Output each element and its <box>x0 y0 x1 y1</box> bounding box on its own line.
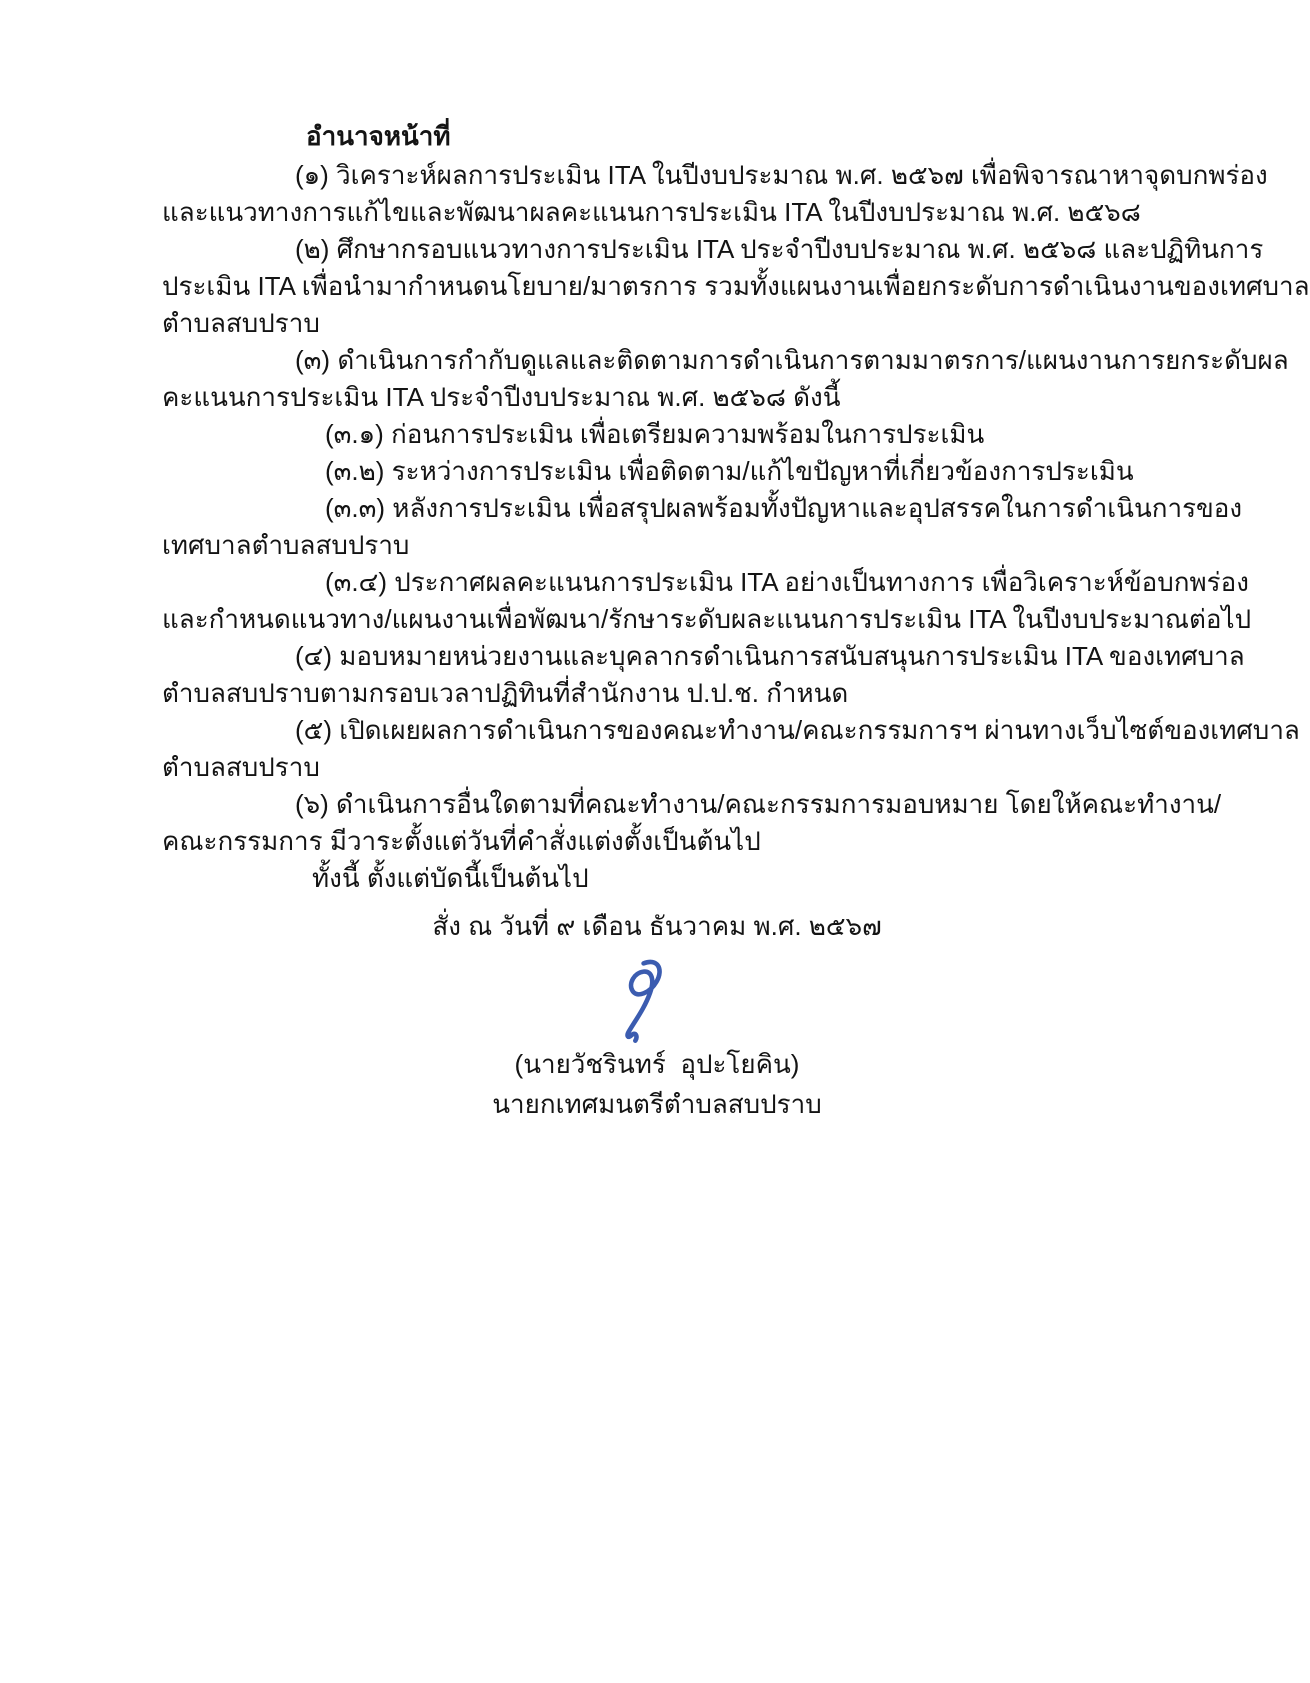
body-line: (๓.๑) ก่อนการประเมิน เพื่อเตรียมความพร้อมในการประเมิน <box>325 419 985 449</box>
body-line: ตำบลสบปราบตามกรอบเวลาปฏิทินที่สำนักงาน ป.ป.ช. กำหนด <box>162 678 849 708</box>
body-line: (๓.๔) ประกาศผลคะแนนการประเมิน ITA อย่างเป็นทางการ เพื่อวิเคราะห์ข้อบกพร่อง <box>325 567 1249 597</box>
body-line: (๕) เปิดเผยผลการดำเนินการของคณะทำงาน/คณะกรรมการฯ ผ่านทางเว็บไซต์ของเทศบาล <box>295 715 1300 745</box>
body-line: คณะกรรมการ มีวาระตั้งแต่วันที่คำสั่งแต่งตั้งเป็นต้นไป <box>162 826 761 856</box>
body-line: (๓) ดำเนินการกำกับดูแลและติดตามการดำเนินการตามมาตรการ/แผนงานการยกระดับผล <box>295 345 1289 375</box>
body-line: เทศบาลตำบลสบปราบ <box>162 530 410 560</box>
body-line: และแนวทางการแก้ไขและพัฒนาผลคะแนนการประเมิน ITA ในปีงบประมาณ พ.ศ. ๒๕๖๘ <box>162 197 1141 227</box>
signature-ink-icon <box>606 956 672 1048</box>
body-line: ประเมิน ITA เพื่อนำมากำหนดนโยบาย/มาตรการ รวมทั้งแผนงานเพื่อยกระดับการดำเนินงานของเทศบาล <box>162 271 1310 301</box>
body-line: (๔) มอบหมายหน่วยงานและบุคลากรดำเนินการสนับสนุนการประเมิน ITA ของเทศบาล <box>295 641 1245 671</box>
signer-name: (นายวัชรินทร์ อุปะโยคิน) <box>514 1049 800 1079</box>
section-title: อำนาจหน้าที่ <box>306 121 451 151</box>
body-line: คะแนนการประเมิน ITA ประจำปีงบประมาณ พ.ศ. ๒๕๖๘ ดังนี้ <box>162 382 841 412</box>
body-line: และกำหนดแนวทาง/แผนงานเพื่อพัฒนา/รักษาระดับผละแนนการประเมิน ITA ในปีงบประมาณต่อไป <box>162 604 1252 634</box>
document-body <box>162 157 1310 860</box>
body-line: (๑) วิเคราะห์ผลการประเมิน ITA ในปีงบประมาณ พ.ศ. ๒๕๖๗ เพื่อพิจารณาหาจุดบกพร่อง <box>295 160 1268 190</box>
body-line: (๖) ดำเนินการอื่นใดตามที่คณะทำงาน/คณะกรรมการมอบหมาย โดยให้คณะทำงาน/ <box>295 789 1222 819</box>
closing-line: ทั้งนี้ ตั้งแต่บัดนี้เป็นต้นไป <box>312 863 589 893</box>
signer-title: นายกเทศมนตรีตำบลสบปราบ <box>492 1089 822 1119</box>
body-line: (๓.๒) ระหว่างการประเมิน เพื่อติดตาม/แก้ไขปัญหาที่เกี่ยวข้องการประเมิน <box>325 456 1134 486</box>
body-line: ตำบลสบปราบ <box>162 752 320 782</box>
body-line: (๓.๓) หลังการประเมิน เพื่อสรุปผลพร้อมทั้งปัญหาและอุปสรรคในการดำเนินการของ <box>325 493 1243 523</box>
body-line: (๒) ศึกษากรอบแนวทางการประเมิน ITA ประจำปีงบประมาณ พ.ศ. ๒๕๖๘ และปฏิทินการ <box>295 234 1264 264</box>
body-line: ตำบลสบปราบ <box>162 308 320 338</box>
issued-date-line: สั่ง ณ วันที่ ๙ เดือน ธันวาคม พ.ศ. ๒๕๖๗ <box>432 911 882 941</box>
